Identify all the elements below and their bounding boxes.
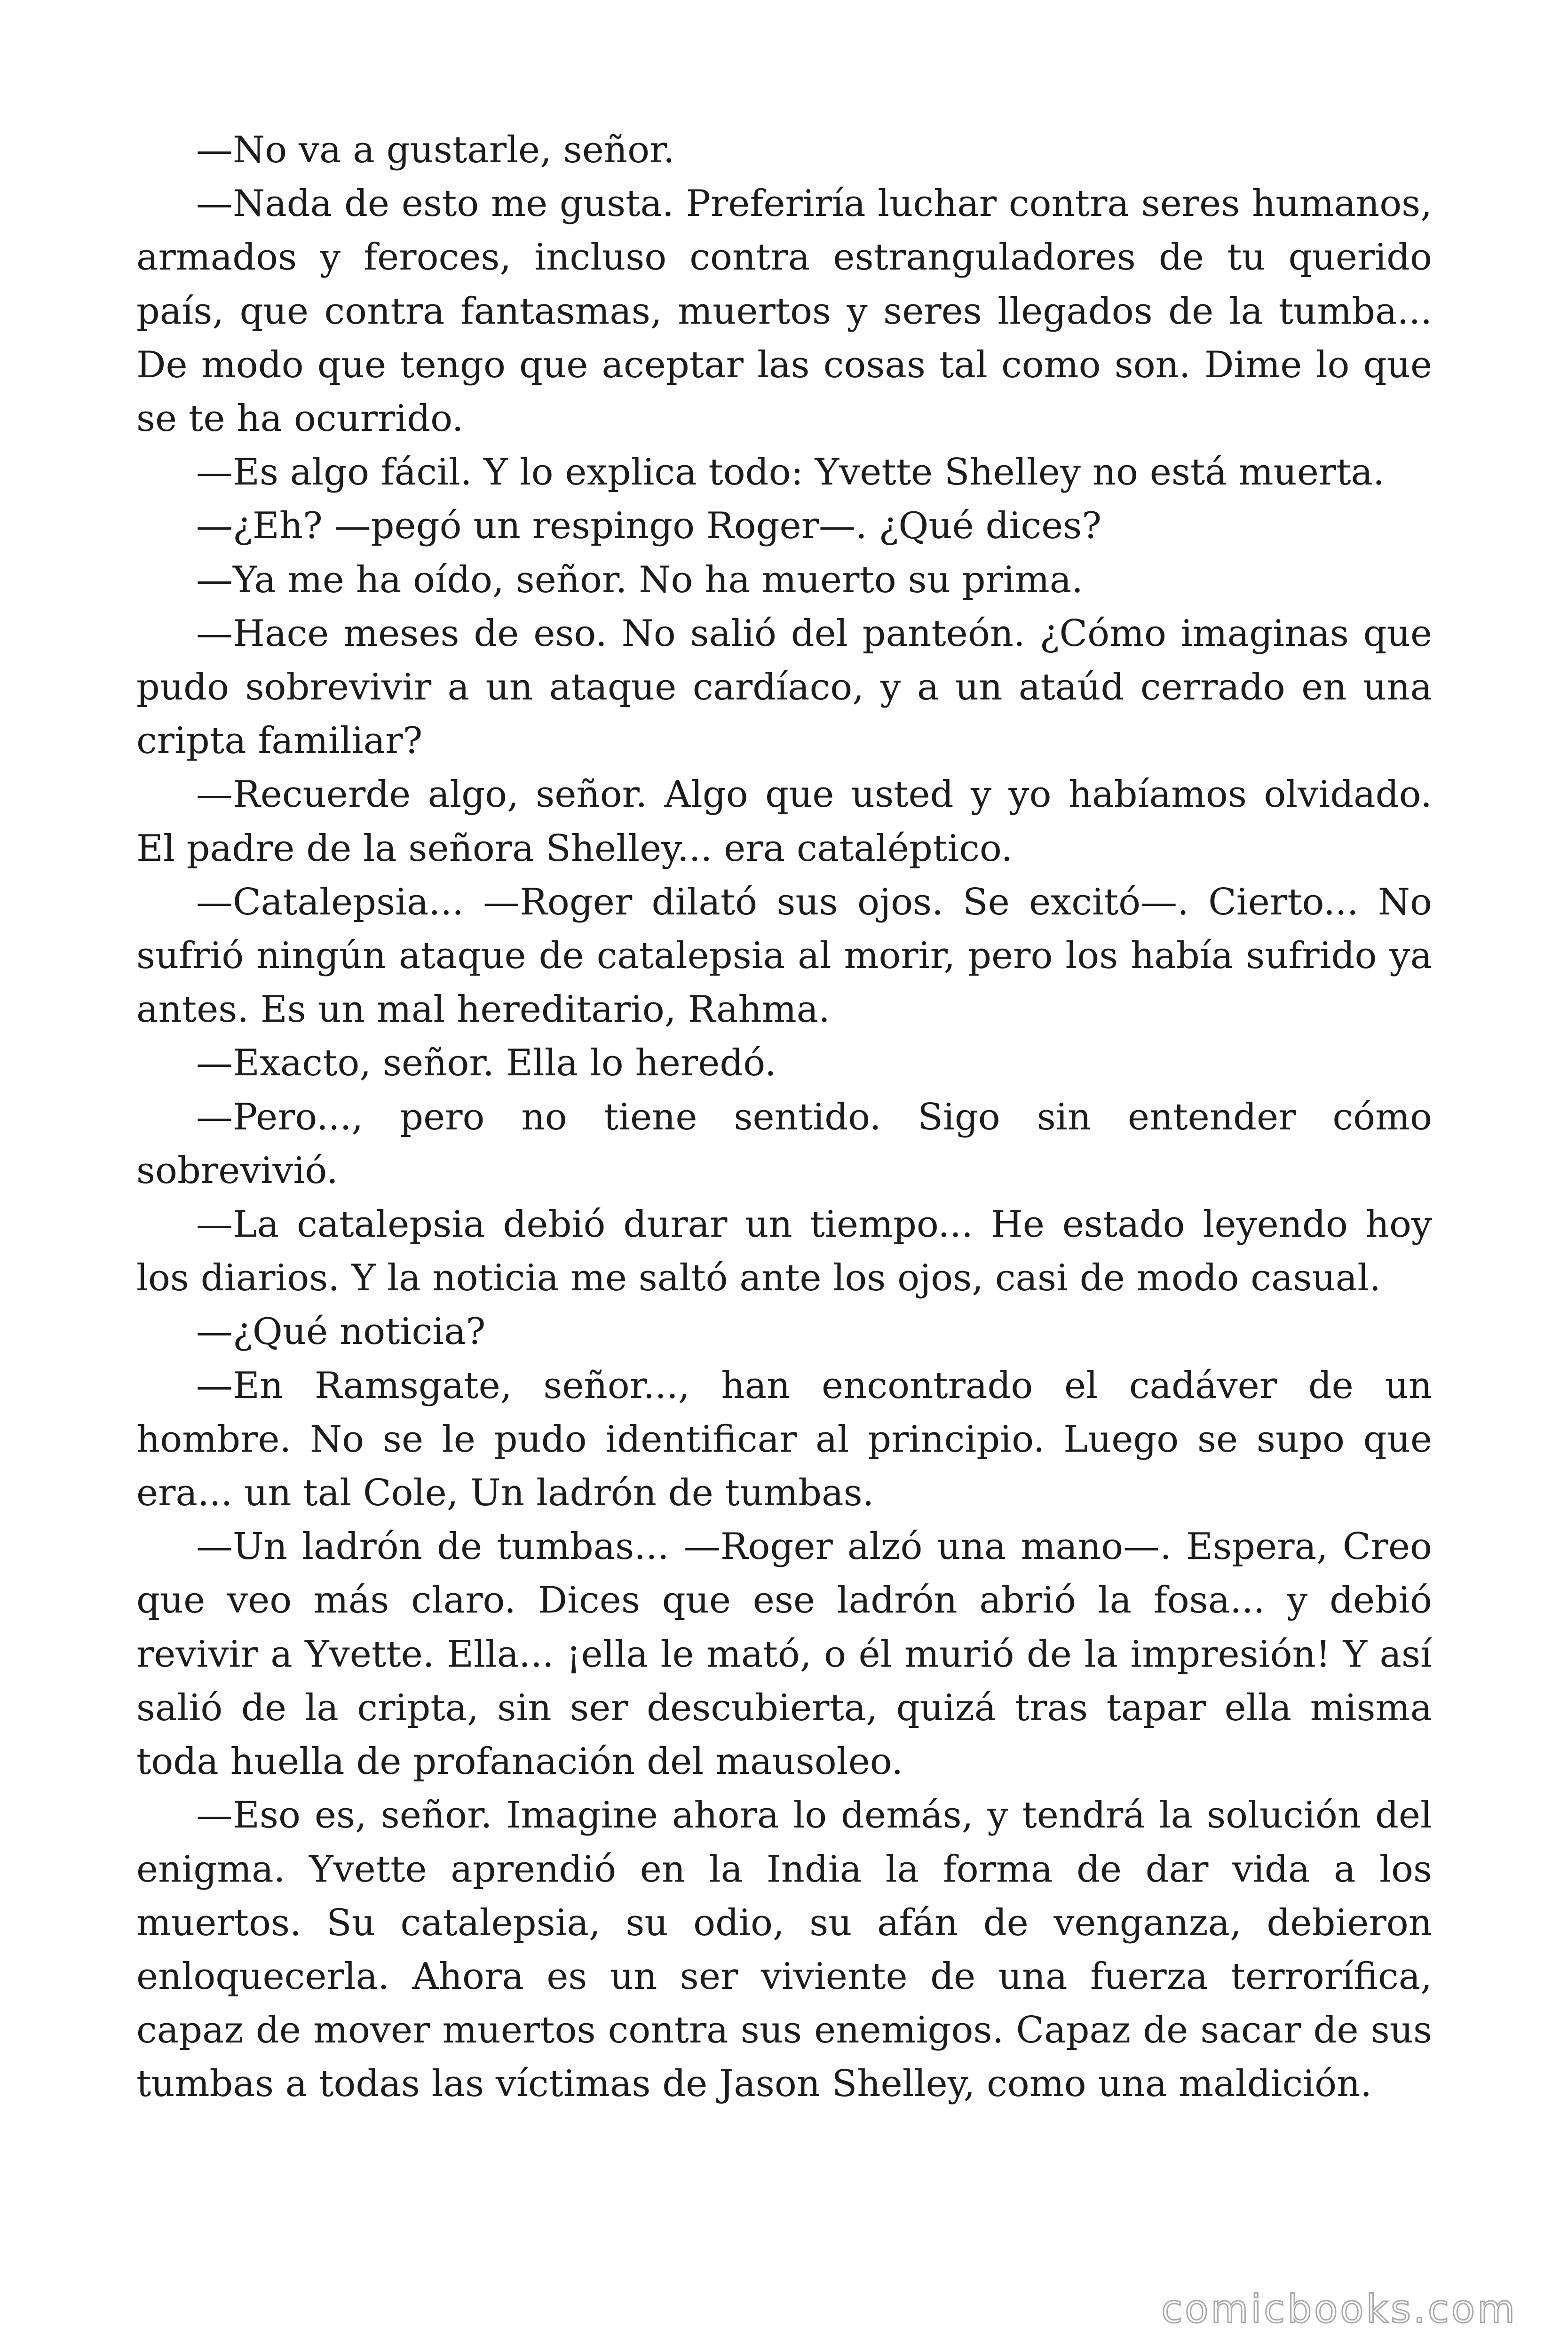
paragraph: —No va a gustarle, señor. [196, 129, 675, 171]
paragraph: —Recuerde algo, señor. Algo que usted y yo habíamos olvidado. El padre de la señora Shelley... era cataléptico. [136, 773, 1432, 870]
paragraph: —La catalepsia debió durar un tiempo... He estado leyendo hoy los diarios. Y la noticia me saltó ante los ojos, casi de modo casual. [136, 1203, 1432, 1300]
paragraph: —Hace meses de eso. No salió del panteón. ¿Cómo imaginas que pudo sobrevivir a un ataque cardíaco, y a un ataúd cerrado en una cripta familiar? [136, 612, 1432, 763]
paragraph: —Es algo fácil. Y lo explica todo: Yvette Shelley no está muerta. [196, 451, 1385, 494]
paragraph: —Nada de esto me gusta. Preferiría luchar contra seres humanos, armados y feroces, incluso contra estranguladores de tu querido país, que contra fantasmas, muertos y seres llegados de la tumba... De modo que tengo que aceptar las cosas tal como son. Dime lo que se te ha ocurrido. [136, 183, 1432, 440]
paragraph: —Un ladrón de tumbas... —Roger alzó una mano—. Espera, Creo que veo más claro. Dices que ese ladrón abrió la fosa... y debió revivir a Yvette. Ella... ¡ella le mató, o él murió de la impresión! Y así salió de la cripta, sin ser descubierta, quizá tras tapar ella misma toda huella de profanación del mausoleo. [136, 1526, 1432, 1783]
paragraph: —¿Eh? —pegó un respingo Roger—. ¿Qué dices? [196, 505, 1102, 548]
paragraph: —Eso es, señor. Imagine ahora lo demás, y tendrá la solución del enigma. Yvette aprendió en la India la forma de dar vida a los muertos. Su catalepsia, su odio, su afán de venganza, debieron enloquecerla. Ahora es un ser viviente de una fuerza terrorífica, capaz de mover muertos contra sus enemigos. Capaz de sacar de sus tumbas a todas las víctimas de Jason Shelley, como una maldición. [136, 1794, 1432, 2106]
paragraph: —Exacto, señor. Ella lo heredó. [196, 1042, 776, 1085]
paragraph: —¿Qué noticia? [196, 1311, 486, 1353]
paragraph: —Pero..., pero no tiene sentido. Sigo sin entender cómo sobrevivió. [136, 1096, 1432, 1192]
watermark: comicbooks.com [1161, 2287, 1517, 2332]
paragraph: —Catalepsia... —Roger dilató sus ojos. Se excitó—. Cierto... No sufrió ningún ataque de catalepsia al morir, pero los había sufrido ya antes. Es un mal hereditario, Rahma. [136, 881, 1432, 1031]
paragraph: —Ya me ha oído, señor. No ha muerto su prima. [196, 558, 1084, 601]
paragraph: —En Ramsgate, señor..., han encontrado el cadáver de un hombre. No se le pudo identificar al principio. Luego se supo que era... un tal Cole, Un ladrón de tumbas. [136, 1364, 1432, 1515]
body-text [136, 123, 1432, 2111]
